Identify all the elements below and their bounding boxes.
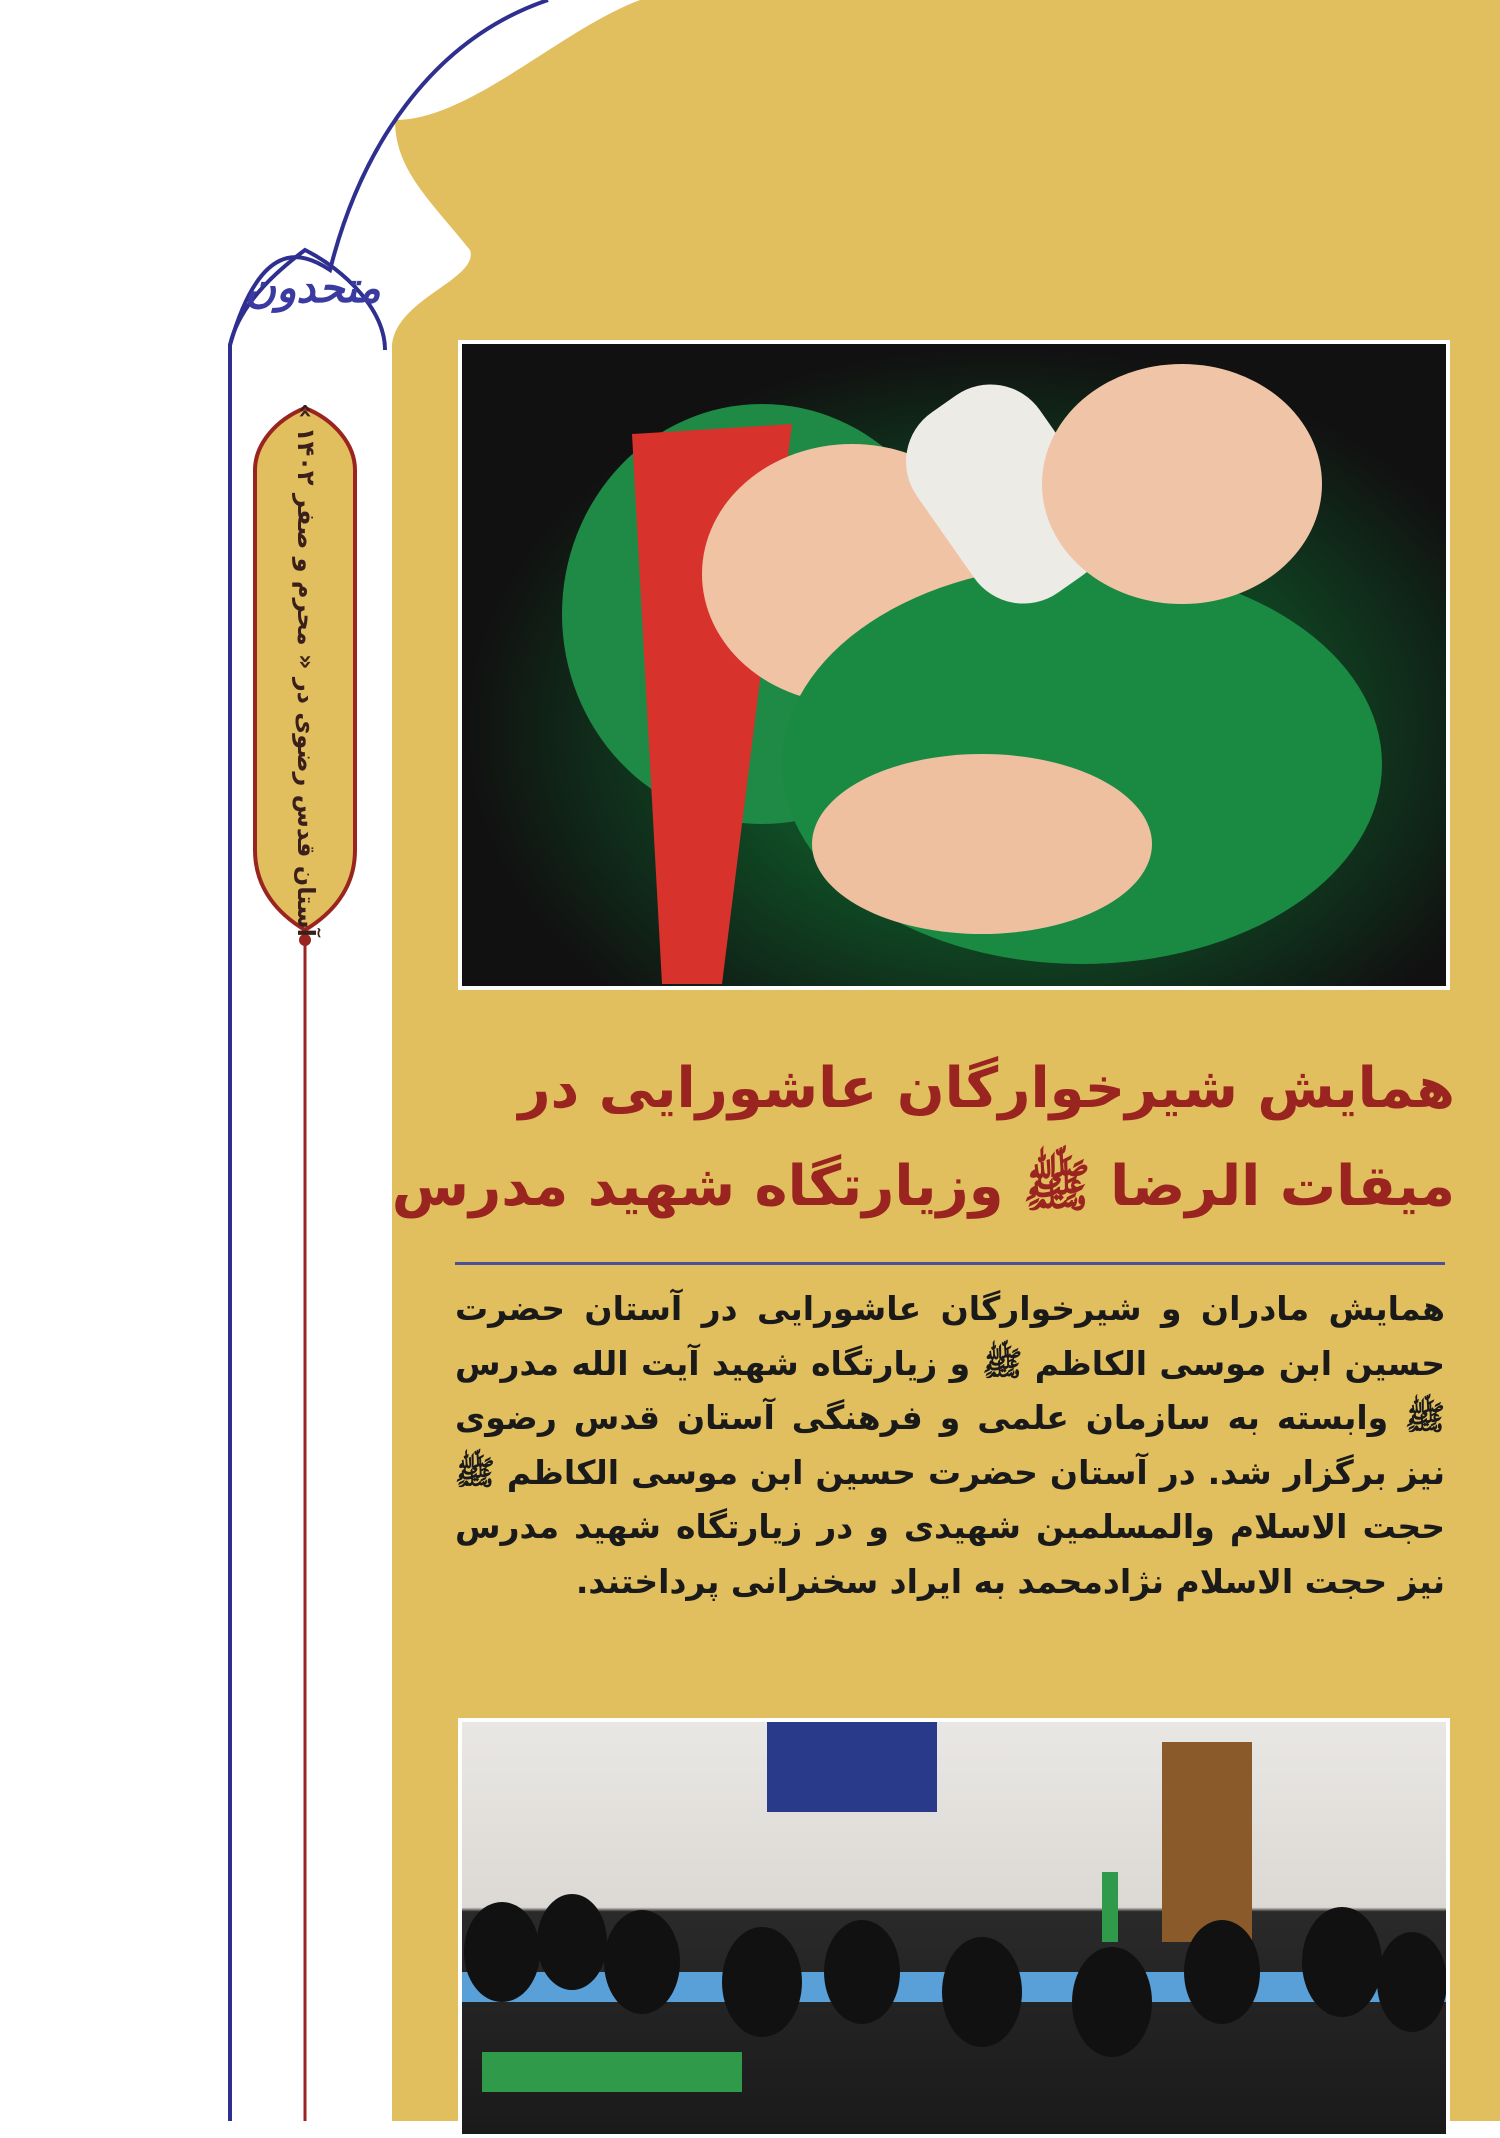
logo-text: متحدون (245, 263, 381, 312)
side-label-text: آستان قدس رضوی در « محرم و صفر ۱۴۰۲ » (292, 403, 321, 937)
infant-feeding-photo (458, 340, 1450, 990)
article-body: همایش مادران و شیرخوارگان عاشورایی در آستان حضرت حسین ابن موسی الکاظم ﷺ و زیارتگاه شهید آیت الله مدرس ﷺ وابسته به سازمان علمی و فرهنگی آستان قدس رضوی نیز برگزار شد. در آستان حضرت حسین ابن موسی الکاظم ﷺ حجت الاسلام والمسلمین شهیدی و در زیارتگاه شهید مدرس نیز حجت الاسلام نژادمحمد به ایراد سخنرانی پرداختند. (455, 1289, 1445, 1601)
side-label (251, 403, 361, 937)
sewing-workshop-photo (458, 1718, 1450, 2138)
article-headline (391, 1040, 1455, 1236)
calligraphy-logo (238, 238, 388, 338)
headline-line-2: میقات الرضا ﷺ وزیارتگاه شهید مدرس (391, 1154, 1455, 1219)
headline-line-1: همایش شیرخوارگان عاشورایی در (518, 1056, 1455, 1121)
headline-divider (455, 1262, 1445, 1265)
